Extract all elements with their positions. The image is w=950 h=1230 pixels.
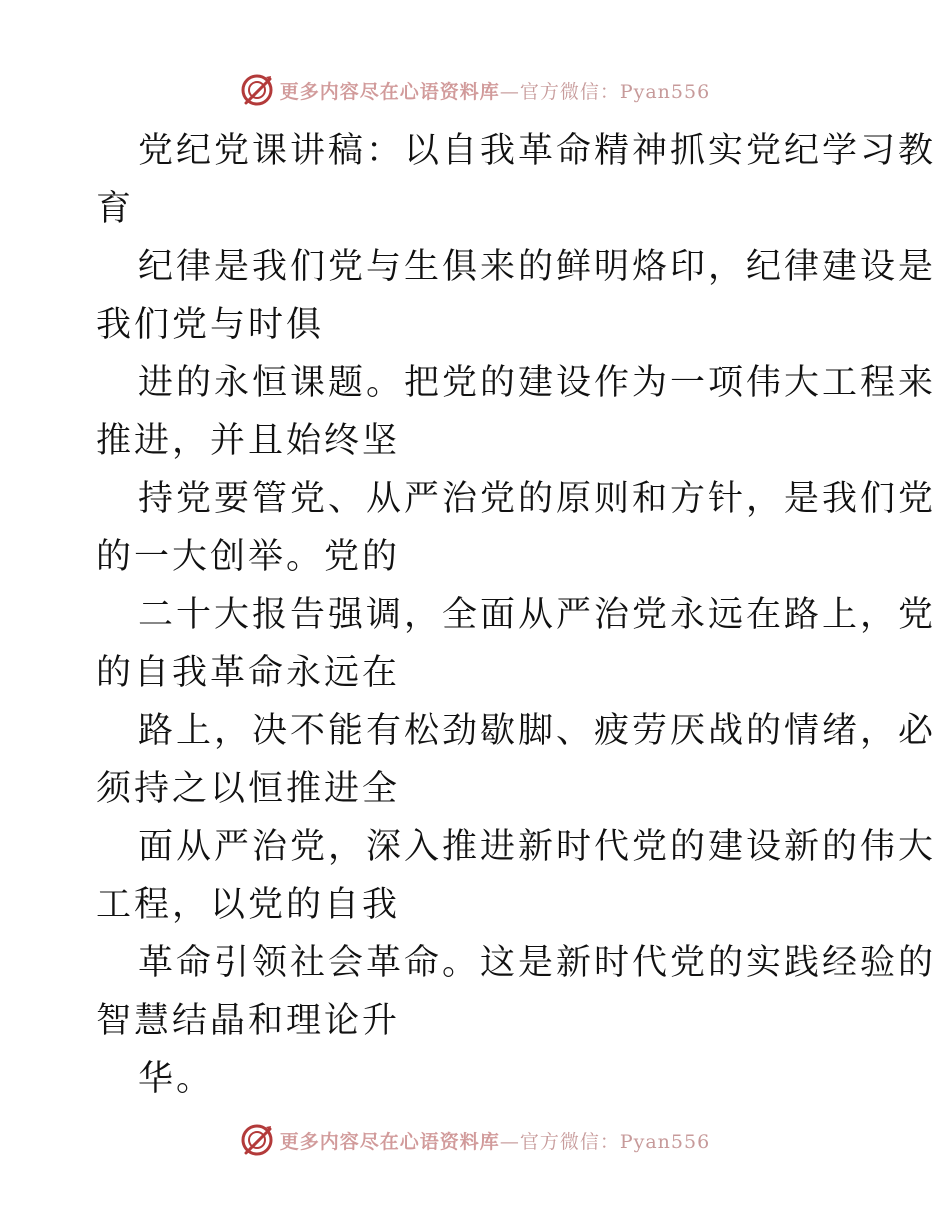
paragraph	[96, 470, 937, 586]
text-line: 华。	[138, 1059, 215, 1099]
banner-link-text[interactable]: 更多内容尽在心语资料库	[279, 1130, 500, 1153]
paragraph	[96, 934, 937, 1050]
banner-wechat-id: Pyan556	[619, 80, 711, 103]
paragraph	[96, 586, 937, 702]
paragraph	[96, 702, 937, 818]
footer-banner	[0, 1120, 950, 1160]
banner-content	[240, 73, 710, 107]
banner-link-text[interactable]: 更多内容尽在心语资料库	[279, 80, 500, 103]
paragraph	[96, 1050, 856, 1108]
text-line: 推进，并且始终坚	[96, 421, 401, 461]
text-line: 面从严治党，深入推进新时代党的建设新的伟大	[138, 827, 937, 867]
text-line: 智慧结晶和理论升	[96, 1001, 401, 1041]
paragraph	[96, 238, 937, 354]
header-banner	[0, 70, 950, 110]
text-line: 我们党与时俱	[96, 305, 325, 345]
banner-wechat-id: Pyan556	[619, 1130, 711, 1153]
banner-dash: —	[499, 1130, 520, 1153]
text-line: 二十大报告强调，全面从严治党永远在路上，党	[138, 595, 937, 635]
banner-wechat-label: 官方微信：	[519, 1130, 620, 1153]
text-line: 持党要管党、从严治党的原则和方针，是我们党	[138, 479, 937, 519]
text-line: 育	[96, 189, 135, 229]
banner-text	[280, 77, 710, 104]
document-title	[96, 122, 937, 238]
text-line: 路上，决不能有松劲歇脚、疲劳厌战的情绪，必	[138, 711, 937, 751]
banner-text	[280, 1127, 710, 1154]
banner-content	[240, 1123, 710, 1157]
text-line: 进的永恒课题。把党的建设作为一项伟大工程来	[138, 363, 937, 403]
banner-wechat-label: 官方微信：	[519, 80, 620, 103]
document-body	[96, 122, 937, 1108]
paragraph	[96, 354, 937, 470]
text-line: 的自我革命永远在	[96, 653, 401, 693]
logo-icon	[240, 1123, 274, 1157]
text-line: 的一大创举。党的	[96, 537, 401, 577]
paragraph	[96, 818, 937, 934]
text-line: 革命引领社会革命。这是新时代党的实践经验的	[138, 943, 937, 983]
banner-dash: —	[499, 80, 520, 103]
logo-icon	[240, 73, 274, 107]
text-line: 党纪党课讲稿：以自我革命精神抓实党纪学习教	[138, 131, 937, 171]
text-line: 纪律是我们党与生俱来的鲜明烙印，纪律建设是	[138, 247, 937, 287]
text-line: 须持之以恒推进全	[96, 769, 401, 809]
text-line: 工程，以党的自我	[96, 885, 401, 925]
